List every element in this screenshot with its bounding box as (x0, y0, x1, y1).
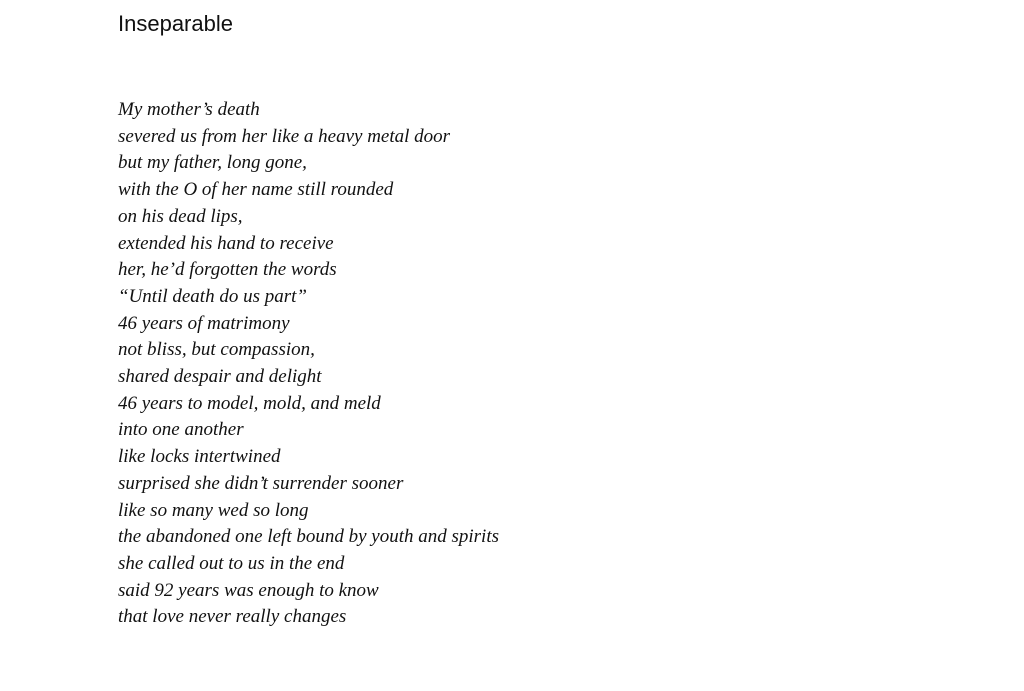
poem-line: extended his hand to receive (118, 232, 334, 254)
poem-line: severed us from her like a heavy metal door (118, 125, 451, 147)
poem-line: surprised she didn’t surrender sooner (118, 472, 404, 494)
poem-line: into one another (118, 419, 244, 441)
poem-line: she called out to us in the end (118, 552, 345, 574)
poem-line: not bliss, but compassion, (118, 339, 315, 361)
poem-body (118, 97, 499, 631)
poem-line: that love never really changes (118, 606, 347, 628)
poem-line: like locks intertwined (118, 446, 281, 468)
poem-line: 46 years of matrimony (118, 312, 290, 334)
poem-line: the abandoned one left bound by youth and spirits (118, 526, 500, 548)
poem-line: said 92 years was enough to know (118, 579, 379, 601)
poem-line: “Until death do us part” (118, 285, 307, 307)
poem-line: 46 years to model, mold, and meld (118, 392, 381, 414)
poem-line: shared despair and delight (118, 366, 322, 388)
poem-line: but my father, long gone, (118, 152, 307, 174)
poem-line: with the O of her name still rounded (118, 179, 394, 201)
poem-line: on his dead lips, (118, 205, 243, 227)
poem-line: her, he’d forgotten the words (118, 259, 337, 281)
poem-line: My mother’s death (118, 99, 260, 120)
poem-title: Inseparable (118, 11, 233, 36)
poem-line: like so many wed so long (118, 499, 309, 521)
